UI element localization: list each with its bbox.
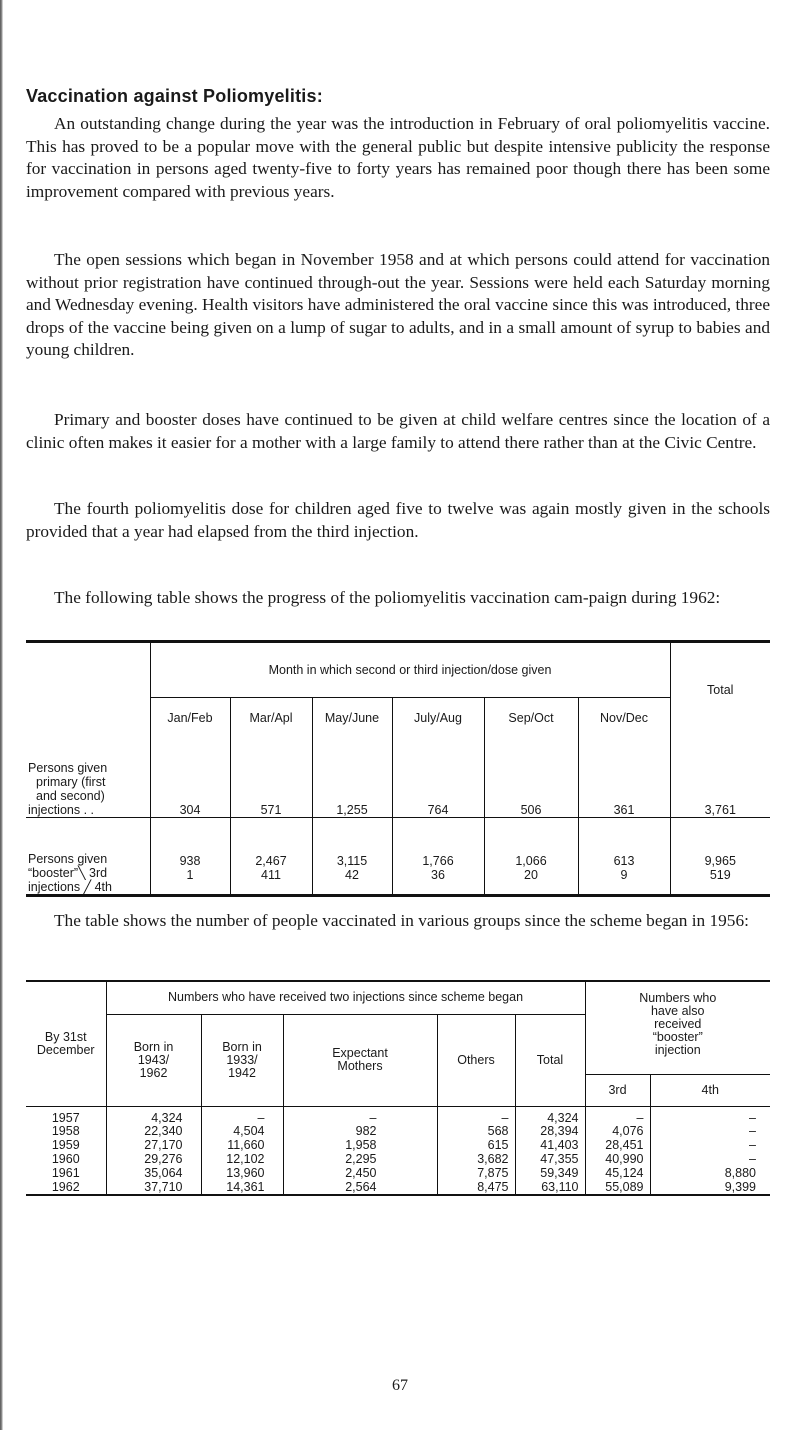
header-line: Numbers who bbox=[639, 991, 717, 1005]
page-edge-shadow bbox=[0, 0, 3, 1430]
table2-cell: 37,710 bbox=[106, 1181, 201, 1195]
table2-born1933-header bbox=[201, 1014, 283, 1106]
table2-cell: 47,355 bbox=[515, 1153, 585, 1167]
table-row bbox=[26, 1125, 770, 1139]
label-line: injections . . bbox=[28, 803, 95, 817]
table2-cell: 2,564 bbox=[283, 1181, 437, 1195]
table2-cell: – bbox=[749, 1110, 756, 1125]
paragraph-open-sessions: The open sessions which began in November 1958 and at which persons could attend for vaccination without prior registration have continued through-out the year. Sessions were held each Saturday morning and Wednesday evening. Health visitors have administered the oral vaccine since this was introduced, three drops of the vaccine being given on a lump of sugar to adults, and in a small amount of syrup to babies and young children. bbox=[26, 250, 770, 359]
table1-cell: 938 bbox=[150, 818, 230, 868]
table2-4th-header: 4th bbox=[650, 1074, 770, 1106]
table2-cell: 45,124 bbox=[585, 1167, 650, 1181]
table2-cell: 28,394 bbox=[515, 1125, 585, 1139]
table1-cell: 3,761 bbox=[704, 803, 736, 817]
table2-cell: 4,324 bbox=[106, 1106, 201, 1125]
table2-year-cell: 1957 bbox=[26, 1106, 106, 1125]
header-line: Mothers bbox=[337, 1059, 383, 1073]
paragraph-table-intro: The following table shows the progress of the poliomyelitis vaccination cam-paign during 1962: bbox=[54, 588, 721, 607]
header-line: Born in bbox=[133, 1039, 174, 1054]
table2-cell: 3,682 bbox=[437, 1153, 515, 1167]
label-line: primary (first bbox=[36, 775, 106, 789]
page-number: 67 bbox=[392, 1377, 408, 1394]
header-line: December bbox=[36, 1042, 95, 1057]
table1-cell: 1,255 bbox=[312, 738, 392, 818]
table1-month-header: Mar/Apl bbox=[230, 698, 312, 738]
table1-month-header: Jan/Feb bbox=[150, 698, 230, 738]
table2-cell: 9,399 bbox=[724, 1179, 756, 1194]
table1-cell: 506 bbox=[484, 738, 578, 818]
table2-cell: 7,875 bbox=[437, 1167, 515, 1181]
table2-born1943-header bbox=[106, 1014, 201, 1106]
table2-cell: 2,295 bbox=[283, 1153, 437, 1167]
table2-cell: – bbox=[585, 1106, 650, 1125]
table2-cell: – bbox=[437, 1106, 515, 1125]
table1-cell: 361 bbox=[578, 738, 670, 818]
table2-cell: 40,990 bbox=[585, 1153, 650, 1167]
header-line: 1943/ bbox=[137, 1052, 170, 1067]
header-line: Expectant bbox=[332, 1046, 388, 1060]
table1-cell: 764 bbox=[392, 738, 484, 818]
table2-cell: 615 bbox=[437, 1139, 515, 1153]
table2-cell: 59,349 bbox=[515, 1167, 585, 1181]
progress-table-1962 bbox=[26, 640, 770, 897]
table2-year-cell: 1961 bbox=[26, 1167, 106, 1181]
table2-cell: 63,110 bbox=[515, 1181, 585, 1195]
section-heading: Vaccination against Poliomyelitis: bbox=[26, 86, 323, 106]
table2-cell: 4,076 bbox=[585, 1125, 650, 1139]
table2-3rd-header: 3rd bbox=[585, 1074, 650, 1106]
table2-cell: – bbox=[749, 1138, 756, 1152]
paragraph-oral-vaccine: An outstanding change during the year was the introduction in February of oral poliomyelitis vaccine. This has proved to be a popular move with the general public but despite intensive publicity the response for vaccination in persons aged twenty-five to forty years has remained poor though there has been some improvement compared with previous years. bbox=[26, 114, 770, 201]
table1-month-header: May/June bbox=[312, 698, 392, 738]
table2-year-cell: 1958 bbox=[26, 1125, 106, 1139]
table2-year-cell: 1959 bbox=[26, 1139, 106, 1153]
table2-cell: 29,276 bbox=[106, 1153, 201, 1167]
label-line: “booster”╲ 3rd bbox=[28, 866, 108, 880]
table1-cell: 20 bbox=[484, 868, 578, 896]
table1-cell: 42 bbox=[312, 868, 392, 896]
table1-month-header: Sep/Oct bbox=[484, 698, 578, 738]
header-line: 1933/ bbox=[226, 1052, 258, 1067]
table1-cell: 411 bbox=[230, 868, 312, 896]
header-line: have also bbox=[650, 1004, 705, 1018]
table1-cell: 571 bbox=[230, 738, 312, 818]
table1-row-label-booster bbox=[26, 818, 150, 896]
table2-cell: 568 bbox=[437, 1125, 515, 1139]
table-row bbox=[26, 1106, 770, 1125]
paragraph-welfare-centres: Primary and booster doses have continued to be given at child welfare centres since the location of a clinic often makes it easier for a mother with a large family to attend there rather than at the Civic Centre. bbox=[26, 410, 770, 452]
table1-corner bbox=[26, 642, 150, 738]
table2-cell: 12,102 bbox=[201, 1153, 283, 1167]
table2-cell: 55,089 bbox=[585, 1181, 650, 1195]
table2-body bbox=[26, 1106, 770, 1195]
cumulative-vaccination-table bbox=[26, 980, 770, 1196]
table2-cell: 14,361 bbox=[201, 1181, 283, 1195]
table1-month-header: Nov/Dec bbox=[578, 698, 670, 738]
table2-cell: 11,660 bbox=[201, 1139, 283, 1153]
table-row bbox=[26, 1167, 770, 1181]
table2-cell: 41,403 bbox=[515, 1139, 585, 1153]
label-line: and second) bbox=[36, 789, 105, 803]
table1-cell: 1,066 bbox=[484, 818, 578, 868]
table2-expectant-header bbox=[283, 1014, 437, 1106]
table-row bbox=[26, 1139, 770, 1153]
table1-total-header: Total bbox=[707, 683, 734, 698]
header-line: 1942 bbox=[228, 1065, 256, 1080]
table1-cell: 9 bbox=[578, 868, 670, 896]
table2-cell: 8,475 bbox=[437, 1181, 515, 1195]
header-line: received bbox=[654, 1017, 702, 1031]
table2-year-cell: 1960 bbox=[26, 1153, 106, 1167]
table1-group-header: Month in which second or third injection/dose given bbox=[150, 642, 670, 698]
paragraph-fourth-dose: The fourth poliomyelitis dose for children aged five to twelve was again mostly given in the schools provided that a year had elapsed from the third injection. bbox=[26, 499, 770, 541]
table1-cell: 36 bbox=[392, 868, 484, 896]
table1-cell: 1,766 bbox=[392, 818, 484, 868]
table2-cell: – bbox=[283, 1106, 437, 1125]
table2-cell: – bbox=[201, 1106, 283, 1125]
table2-group-header: Numbers who have received two injections since scheme began bbox=[106, 981, 585, 1014]
table2-cell: – bbox=[749, 1124, 756, 1138]
table2-cell: 982 bbox=[283, 1125, 437, 1139]
table2-cell: 28,451 bbox=[585, 1139, 650, 1153]
table2-cell: 4,504 bbox=[201, 1125, 283, 1139]
table2-total-header: Total bbox=[515, 1014, 585, 1106]
table1-cell: 304 bbox=[150, 738, 230, 818]
header-line: By 31st bbox=[44, 1029, 87, 1044]
paragraph-table2-intro: The table shows the number of people vaccinated in various groups since the scheme began in 1956: bbox=[54, 911, 749, 930]
table1-month-header: July/Aug bbox=[392, 698, 484, 738]
table2-cell: 4,324 bbox=[515, 1106, 585, 1125]
label-line: Persons given bbox=[28, 761, 108, 775]
table-row bbox=[26, 1181, 770, 1195]
label-line: injections ╱ 4th bbox=[28, 880, 112, 894]
header-line: Born in bbox=[222, 1039, 262, 1054]
label-line: Persons given bbox=[28, 852, 108, 866]
table2-cell: 22,340 bbox=[106, 1125, 201, 1139]
table1-cell: 519 bbox=[709, 867, 731, 882]
table2-cell: 2,450 bbox=[283, 1167, 437, 1181]
table2-cell: 13,960 bbox=[201, 1167, 283, 1181]
table-row bbox=[26, 1153, 770, 1167]
header-line: 1962 bbox=[139, 1065, 168, 1080]
table1-row-label-primary bbox=[26, 738, 150, 818]
table1-cell: 9,965 bbox=[704, 853, 736, 868]
table2-booster-header bbox=[585, 981, 770, 1074]
table2-cell: 8,880 bbox=[724, 1166, 756, 1180]
table1-cell: 613 bbox=[578, 818, 670, 868]
table2-cell: – bbox=[749, 1152, 756, 1166]
table1-cell: 3,115 bbox=[312, 818, 392, 868]
table2-cell: 27,170 bbox=[106, 1139, 201, 1153]
table2-year-header bbox=[26, 981, 106, 1106]
table2-others-header: Others bbox=[437, 1014, 515, 1106]
table2-cell: 35,064 bbox=[106, 1167, 201, 1181]
table2-cell: 1,958 bbox=[283, 1139, 437, 1153]
table1-cell: 1 bbox=[150, 868, 230, 896]
header-line: “booster” bbox=[652, 1030, 703, 1044]
table1-cell: 2,467 bbox=[230, 818, 312, 868]
table2-year-cell: 1962 bbox=[26, 1181, 106, 1195]
header-line: injection bbox=[654, 1043, 701, 1057]
